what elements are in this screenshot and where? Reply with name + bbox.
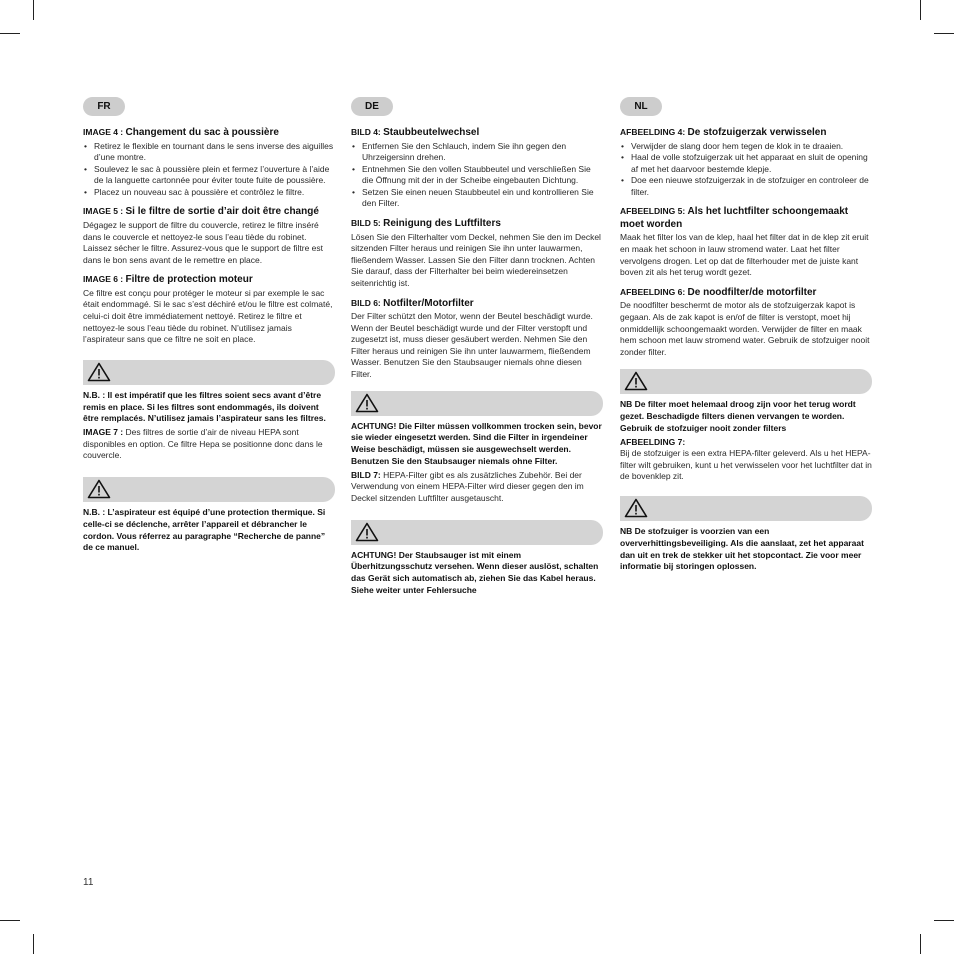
bullet-list: [351, 141, 603, 211]
section-image-6: [83, 273, 335, 345]
warning-bar: [620, 369, 872, 394]
warning-note: ACHTUNG! Der Staubsauger ist mit einem Überhitzungsschutz versehen. Wenn dieser auslöst, schalten das Gerät sich automatisch ab, ziehen Sie das Kabel heraus. Siehe weiter unter Fehlersuche: [351, 549, 599, 595]
warning-icon: [87, 362, 111, 382]
warning-note: N.B. : Il est impératif que les filtres soient secs avant d’être remis en place. Si les filtres sont endommagés, ils doivent être remplacés. N’utilisez jamais l’aspirateur sans les filtres.: [83, 389, 326, 424]
bullet-list: [620, 141, 872, 199]
section-heading: BILD 6: Notfilter/Motorfilter: [351, 297, 474, 309]
crop-mark: [33, 0, 34, 20]
warning-icon: [355, 393, 379, 413]
warning-note: ACHTUNG! Die Filter müssen vollkommen trocken sein, bevor sie wieder eingesetzt werden. Sind die Filter in irgendeiner Weise beschädigt, müssen sie ausgewechselt werden. Benutzen Sie den Staubsauger niemals ohne Filter.: [351, 420, 602, 466]
list-item: • Soulevez le sac à poussière plein et fermez l’ouverture à l’aide de la languette cartonnée pour éviter toute fuite de poussière.: [94, 164, 335, 187]
warning-icon: [355, 522, 379, 542]
list-item: • Entnehmen Sie den vollen Staubbeutel und verschließen Sie die Öffnung mit der in der Scheibe eingebauten Dichtung.: [362, 164, 603, 187]
image-7-text: IMAGE 7 : Des filtres de sortie d’air de niveau HEPA sont disponibles en option. Ce filtre Hepa se positionne donc dans le couvercle.: [83, 427, 323, 461]
section-heading: AFBEELDING 4: De stofzuigerzak verwisselen: [620, 127, 827, 138]
body-text: Bij de stofzuiger is een extra HEPA-filter geleverd. Als u het HEPA-filter wilt gebruiken, kunt u het verwisselen voor het luchtfilter dat in de bovenklep zit.: [620, 448, 872, 482]
column-fr: [83, 97, 335, 554]
section-heading: IMAGE 5 : Si le filtre de sortie d’air doit être changé: [83, 206, 319, 218]
warning-note: NB De stofzuiger is voorzien van een oververhittingsbeveiliging. Als die aanslaat, zet het apparaat dan uit en trek de stekker uit het stopcontact. Zie voor meer informatie bij storingen oplossen.: [620, 526, 864, 572]
list-item: • Placez un nouveau sac à poussière et contrôlez le filtre.: [94, 187, 335, 199]
language-badge: FR: [83, 97, 125, 116]
warning-note: NB De filter moet helemaal droog zijn voor het terug wordt gezet. Beschadigde filters dienen vervangen te worden. Gebruik de stofzuiger nooit zonder filters: [620, 399, 856, 433]
bild-7-text: BILD 7: HEPA-Filter gibt es als zusätzliches Zubehör. Bei der Verwendung von einem HEPA-Filter wird dieser gegen den im Deckel sitzenden Luftfilter ausgetauscht.: [351, 469, 584, 503]
warning-bar: [620, 496, 872, 521]
language-badge: DE: [351, 97, 393, 116]
section-bild-5: [351, 217, 603, 289]
section-image-5: [83, 205, 335, 266]
list-item: • Verwijder de slang door hem tegen de klok in te draaien.: [631, 141, 872, 153]
section-bild-6: [351, 297, 603, 381]
crop-mark: [934, 920, 954, 921]
crop-mark: [0, 920, 20, 921]
list-item: • Setzen Sie einen neuen Staubbeutel ein und kontrollieren Sie den Filter.: [362, 187, 603, 210]
section-heading: AFBEELDING 5: Als het luchtfilter schoongemaakt moet worden: [620, 206, 849, 230]
body-text: Ce filtre est conçu pour protéger le moteur si par exemple le sac était endommagé. Si le sac s’est déchiré et/ou le filtre est colmaté, celui-ci doit être immédiatement nettoyé. Retirez le filtre et nettoyez-le sous l’eau tiède du robinet. N’utilisez jamais l’aspirateur sans que ce filtre ne soit en place.: [83, 287, 333, 345]
page-number: 11: [83, 877, 94, 888]
section-bild-4: [351, 126, 603, 210]
section-heading: AFBEELDING 6: De noodfilter/de motorfilter: [620, 286, 817, 298]
bullet-list: [83, 141, 335, 199]
warning-icon: [87, 479, 111, 499]
crop-mark: [920, 0, 921, 20]
section-heading: BILD 5: Reinigung des Luftfilters: [351, 218, 501, 230]
section-image-4: [83, 126, 335, 198]
body-text: De noodfilter beschermt de motor als de stofzuigerzak kapot is gegaan. Als de zak kapot is en/of de filter is verstopt, moet hij onmiddellijk schoongemaakt worden. Verwijder de filter en maak hem schoon met lauw stromend water. Gebruik de stofzuiger nooit zonder filter.: [620, 300, 870, 357]
body-text: Lösen Sie den Filterhalter vom Deckel, nehmen Sie den im Deckel sitzenden Filter heraus und reinigen Sie ihn unter lauwarmen, fließendem Wasser. Lassen Sie den Filter dann trocknen. Achten Sie darauf, dass der Filterhalter bei beim wiedereinsetzen seitenrichtig ist.: [351, 231, 601, 288]
language-badge: NL: [620, 97, 662, 116]
list-item: • Entfernen Sie den Schlauch, indem Sie ihn gegen den Uhrzeigersinn drehen.: [362, 141, 603, 164]
body-text: Dégagez le support de filtre du couvercle, retirez le filtre inséré dans le couvercle et nettoyez-le sous l’eau tiède du robinet. Laissez sécher le filtre. Assurez-vous que le support de filtre est dans le bon sens avant de le remettre en place.: [83, 219, 324, 265]
afbeelding-7-heading: AFBEELDING 7:: [620, 436, 686, 447]
warning-icon: [624, 371, 648, 391]
section-afbeelding-4: [620, 126, 872, 198]
crop-mark: [0, 33, 20, 34]
section-heading: IMAGE 6 : Filtre de protection moteur: [83, 274, 253, 286]
section-afbeelding-6: [620, 286, 872, 358]
crop-mark: [934, 33, 954, 34]
section-heading: IMAGE 4 : Changement du sac à poussière: [83, 127, 279, 138]
warning-bar: [83, 360, 335, 385]
list-item: • Retirez le flexible en tournant dans le sens inverse des aiguilles d’une montre.: [94, 141, 335, 164]
body-text: Der Filter schützt den Motor, wenn der Beutel beschädigt wurde. Wenn der Beutel beschädigt wurde und der Filter verstopft und zugesetzt ist, muss dieser gesäubert werden. Nehmen Sie den Filter heraus und reinigen Sie ihn unter lauwarmem, fließendem Wasser. Benutzen Sie den Staubsauger niemals ohne diesen Filter.: [351, 311, 593, 379]
warning-note: N.B. : L’aspirateur est équipé d’une protection thermique. Si celle-ci se déclenche, arrêter l’appareil et débrancher le cordon. Vous réferrez au paragraphe “Recherche de panne” de ce manuel.: [83, 506, 326, 553]
section-afbeelding-5: [620, 205, 872, 278]
column-de: [351, 97, 603, 597]
list-item: • Doe een nieuwe stofzuigerzak in de stofzuiger en controleer de filter.: [631, 175, 872, 198]
warning-bar: [351, 391, 603, 416]
column-nl: [620, 97, 872, 573]
warning-bar: [83, 477, 335, 502]
crop-mark: [920, 934, 921, 954]
body-text: Maak het filter los van de klep, haal het filter dat in de klep zit eruit en maak het schoon in lauw stromend water. Laat het filter vervolgens drogen. Let op dat de filterhouder met de juiste kant boven zit als het terug wordt gezet.: [620, 232, 869, 278]
warning-bar: [351, 520, 603, 545]
section-heading: BILD 4: Staubbeutelwechsel: [351, 127, 480, 138]
crop-mark: [33, 934, 34, 954]
warning-icon: [624, 498, 648, 518]
list-item: • Haal de volle stofzuigerzak uit het apparaat en sluit de opening af met het daarvoor bestemde klepje.: [631, 152, 872, 175]
